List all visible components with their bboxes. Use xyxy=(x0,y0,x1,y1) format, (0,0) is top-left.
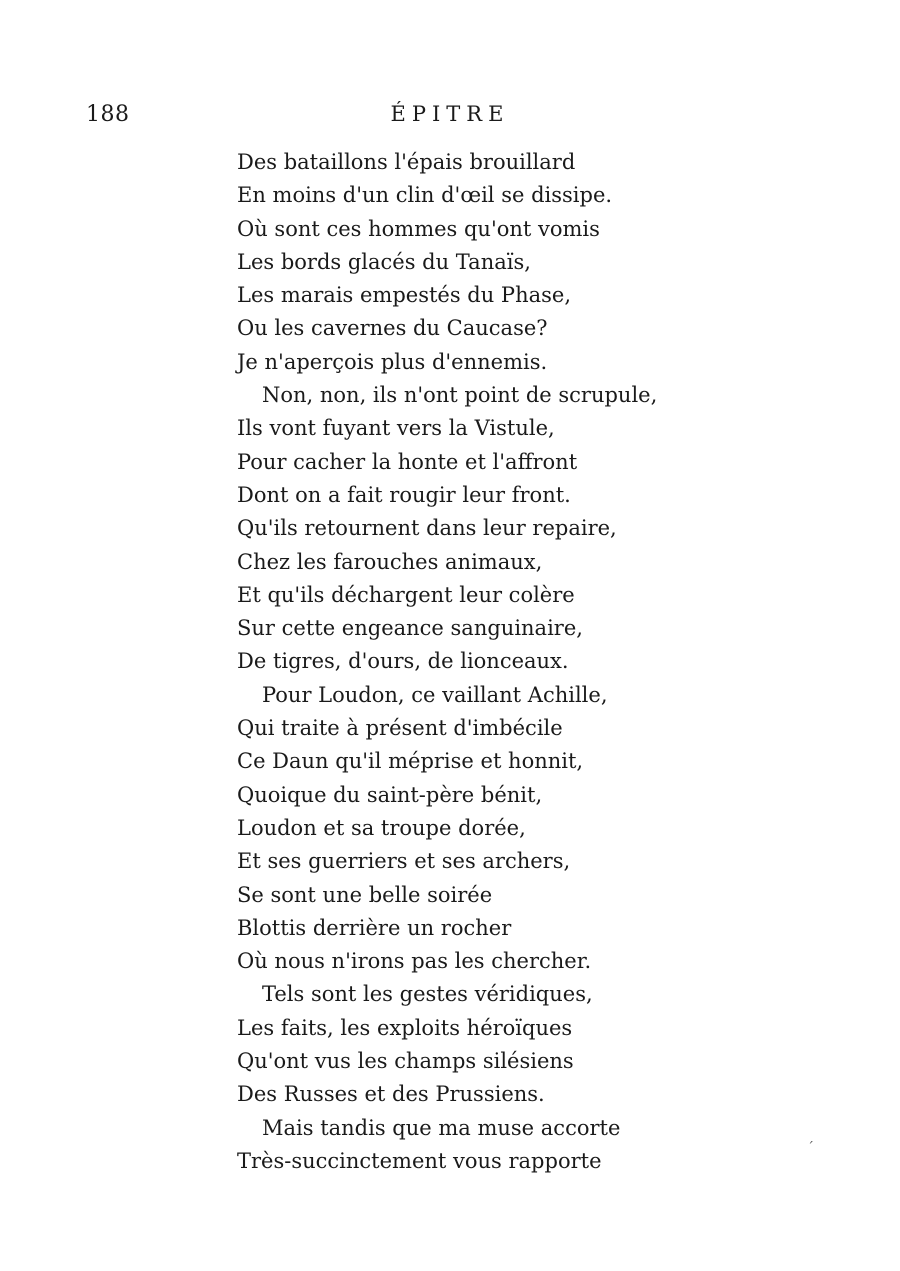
verse-line: Loudon et sa troupe dorée, xyxy=(237,815,526,840)
verse-line: Où sont ces hommes qu'ont vomis xyxy=(237,216,600,241)
verse-line: De tigres, d'ours, de lionceaux. xyxy=(237,649,569,674)
verse-line: Tels sont les gestes véridiques, xyxy=(262,982,593,1007)
verse-line: Ou les cavernes du Caucase? xyxy=(237,316,548,341)
verse-line: Non, non, ils n'ont point de scrupule, xyxy=(262,383,658,408)
verse-line: Où nous n'irons pas les chercher. xyxy=(237,949,592,974)
verse-line: Chez les farouches animaux, xyxy=(237,549,543,574)
poem-text xyxy=(237,146,837,1178)
verse-line: Qu'ont vus les champs silésiens xyxy=(237,1049,574,1074)
verse-line: Sur cette engeance sanguinaire, xyxy=(237,616,583,641)
verse-line: Très-succinctement vous rapporte xyxy=(237,1148,602,1173)
verse-line: Pour Loudon, ce vaillant Achille, xyxy=(262,682,608,707)
verse-line: Les faits, les exploits héroïques xyxy=(237,1015,573,1040)
verse-line: Les marais empestés du Phase, xyxy=(237,283,571,308)
verse-line: Quoique du saint-père bénit, xyxy=(237,782,543,807)
verse-line: Des bataillons l'épais brouillard xyxy=(237,150,576,174)
verse-line: Se sont une belle soirée xyxy=(237,882,493,907)
verse-line: En moins d'un clin d'œil se dissipe. xyxy=(237,183,613,208)
running-title: ÉPITRE xyxy=(390,102,510,126)
page-number: 188 xyxy=(86,102,130,127)
verse-line: Blottis derrière un rocher xyxy=(237,915,512,940)
verse-line: Pour cacher la honte et l'affront xyxy=(237,449,578,474)
verse-line: Des Russes et des Prussiens. xyxy=(237,1082,545,1107)
verse-line: Mais tandis que ma muse accorte xyxy=(262,1115,621,1140)
verse-line: Ils vont fuyant vers la Vistule, xyxy=(237,416,555,441)
verse-line: Et ses guerriers et ses archers, xyxy=(237,849,571,874)
verse-line: Les bords glacés du Tanaïs, xyxy=(237,249,531,274)
verse-line: Dont on a fait rougir leur front. xyxy=(237,482,571,507)
verse-line: Je n'aperçois plus d'ennemis. xyxy=(237,349,548,374)
verse-line: Qu'ils retournent dans leur repaire, xyxy=(237,516,617,541)
verse-line: Et qu'ils déchargent leur colère xyxy=(237,582,575,607)
verse-line: Ce Daun qu'il méprise et honnit, xyxy=(237,749,584,774)
stray-mark: ˊ xyxy=(807,1140,814,1156)
verse-line: Qui traite à présent d'imbécile xyxy=(237,716,563,741)
